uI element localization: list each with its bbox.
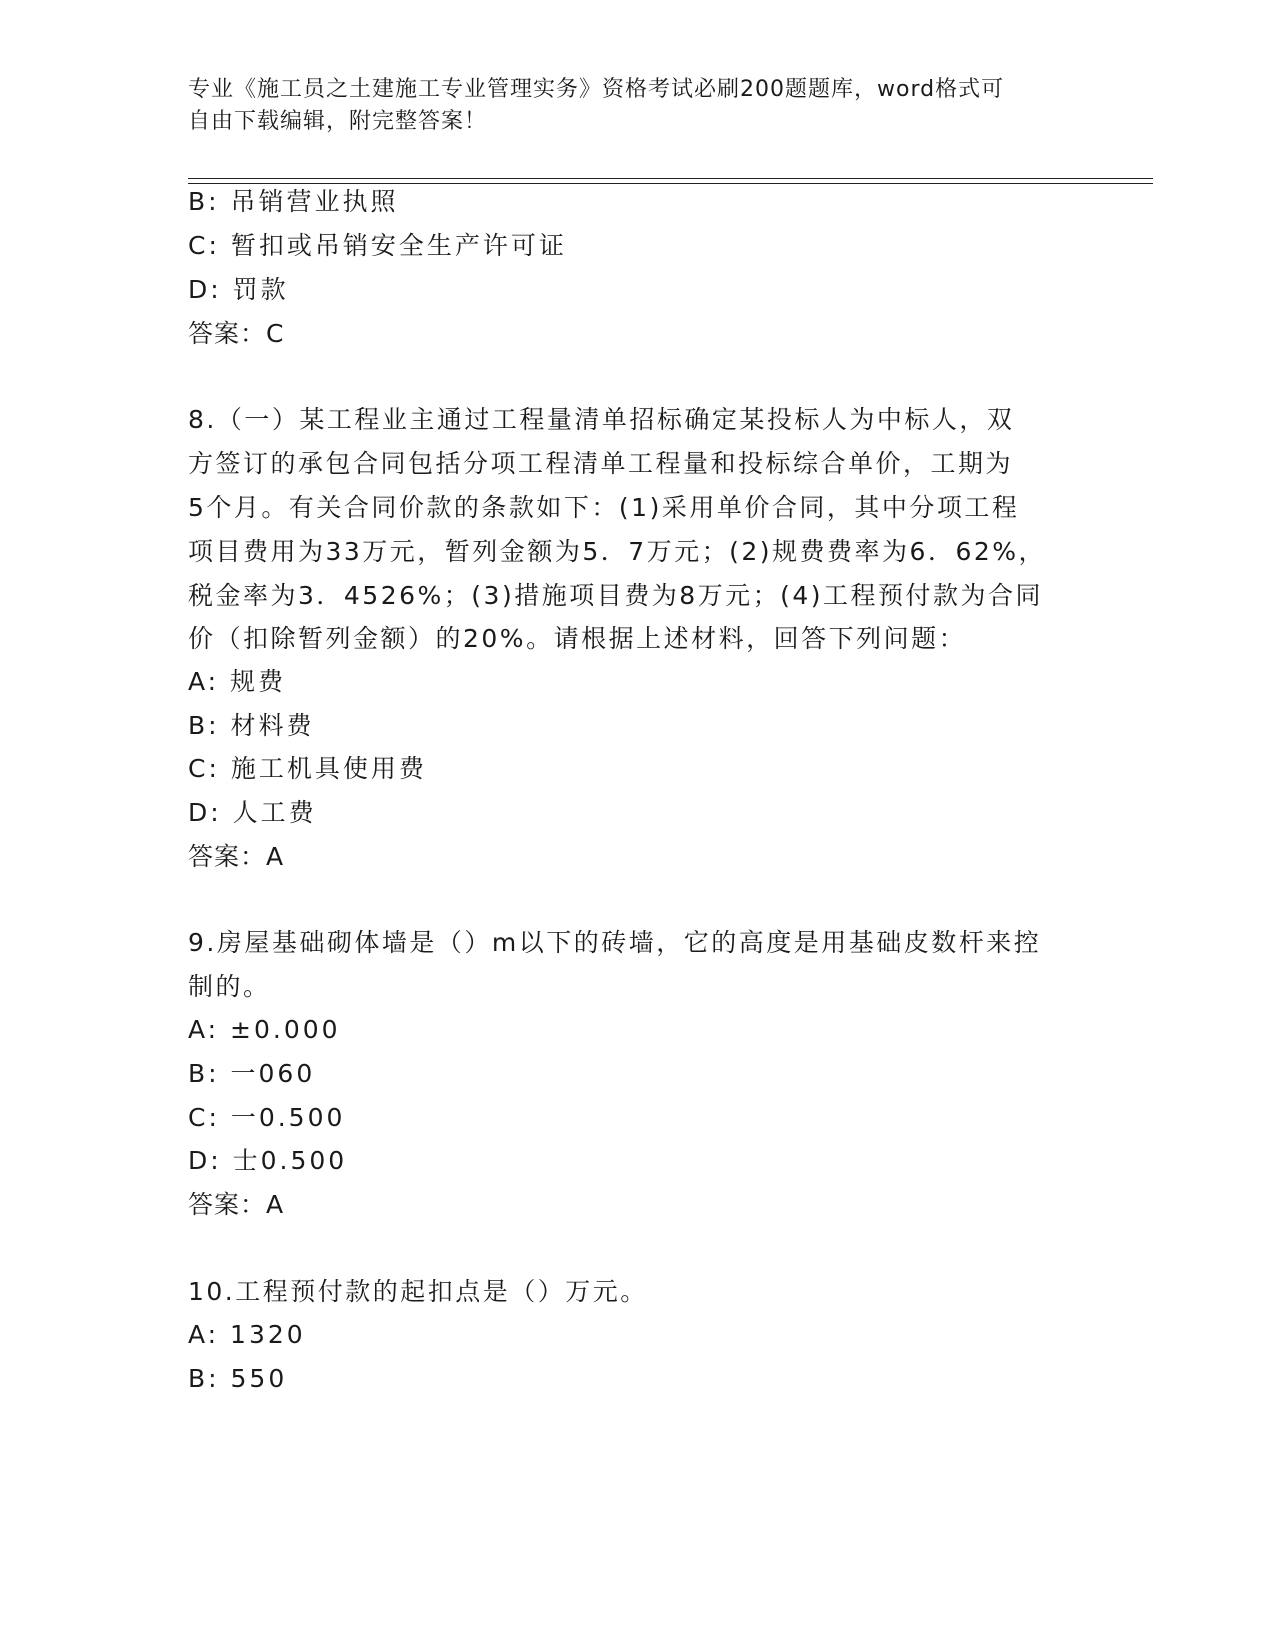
option-c: C: 施工机具使用费	[188, 754, 427, 783]
header-divider	[188, 178, 1153, 179]
option-d: D: 人工费	[188, 798, 317, 827]
document-header	[188, 74, 1068, 138]
question-stem: 价（扣除暂列金额）的20%。请根据上述材料，回答下列问题：	[188, 624, 967, 653]
option-c: C: 暂扣或吊销安全生产许可证	[188, 231, 567, 260]
question-stem: 方签订的承包合同包括分项工程清单工程量和投标综合单价，工期为	[188, 449, 1014, 478]
question-stem: 8.（一）某工程业主通过工程量清单招标确定某投标人为中标人，双	[188, 405, 1015, 434]
header-divider	[188, 183, 1153, 184]
option-d: D: 罚款	[188, 275, 289, 304]
option-b: B: 一060	[188, 1059, 316, 1088]
question-stem: 制的。	[188, 972, 271, 1001]
answer: 答案：A	[188, 842, 285, 871]
option-a: A: 1320	[188, 1320, 306, 1349]
header-line: 自由下载编辑，附完整答案！	[188, 109, 488, 134]
question-stem: 项目费用为33万元，暂列金额为5．7万元；(2)规费费率为6．62%，	[188, 537, 1047, 566]
option-b: B: 550	[188, 1364, 288, 1393]
option-a: A: ±0.000	[188, 1015, 341, 1044]
question-stem: 5个月。有关合同价款的条款如下：(1)采用单价合同，其中分项工程	[188, 493, 1020, 522]
option-b: B: 吊销营业执照	[188, 187, 399, 216]
option-d: D: 士0.500	[188, 1146, 348, 1175]
answer: 答案：A	[188, 1190, 285, 1219]
question-stem: 9.房屋基础砌体墙是（）m以下的砖墙，它的高度是用基础皮数杆来控	[188, 928, 1042, 957]
question-stem: 税金率为3．4526%；(3)措施项目费为8万元；(4)工程预付款为合同	[188, 581, 1044, 610]
option-a: A: 规费	[188, 667, 287, 696]
answer: 答案：C	[188, 319, 285, 348]
header-line: 专业《施工员之土建施工专业管理实务》资格考试必刷200题题库，word格式可	[188, 77, 1005, 102]
question-stem: 10.工程预付款的起扣点是（）万元。	[188, 1277, 648, 1306]
option-b: B: 材料费	[188, 711, 315, 740]
option-c: C: 一0.500	[188, 1103, 346, 1132]
